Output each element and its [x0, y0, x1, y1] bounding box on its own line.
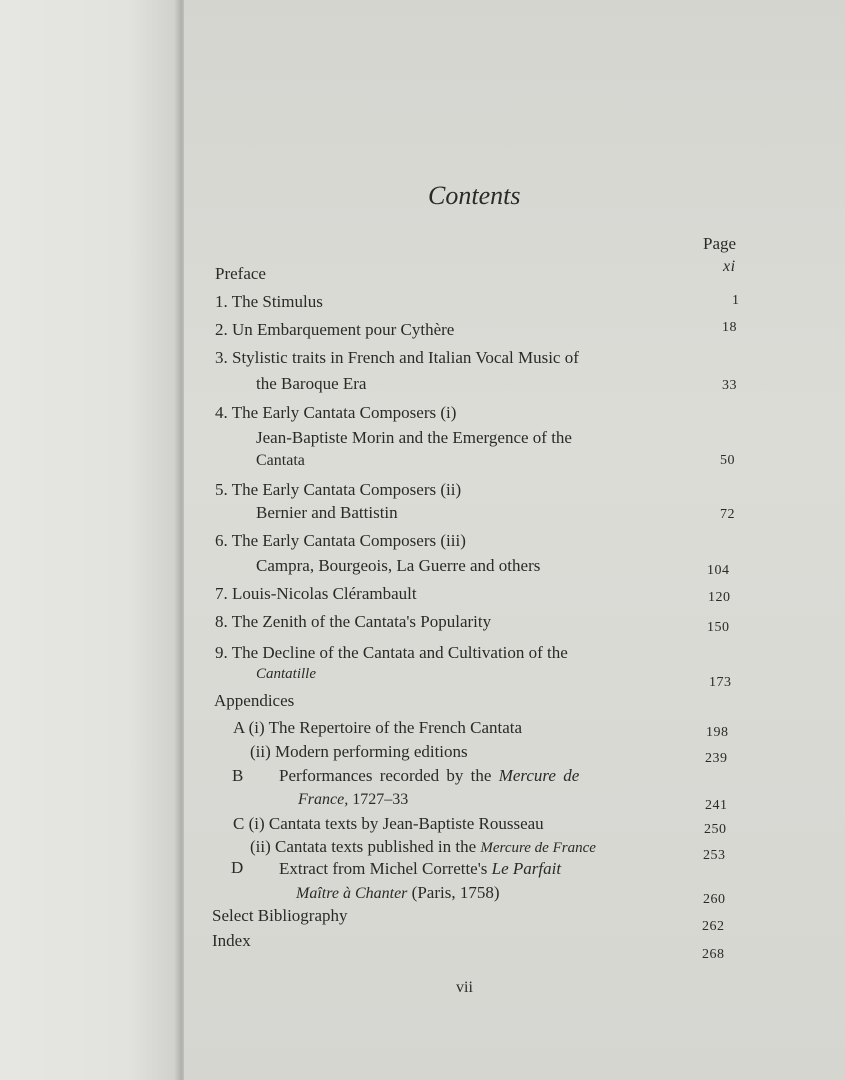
- toc-index-label: Index: [212, 931, 251, 950]
- toc-ch9-label-cont: Cantatille: [256, 666, 316, 682]
- toc-appendix-d-letter: D: [231, 858, 244, 877]
- toc-ch2-num: 2.: [215, 320, 228, 339]
- toc-ch4-page: 50: [720, 453, 735, 468]
- toc-appendix-c2-journal: Mercure de France: [480, 840, 596, 856]
- toc-appendix-a1: A (i) The Repertoire of the French Cantata: [233, 718, 523, 737]
- toc-ch7-page: 120: [708, 590, 731, 605]
- toc-appendix-d-line2: [296, 883, 499, 904]
- toc-appendix-c1-page: 250: [704, 822, 727, 837]
- toc-appendix-b-journal-cont: France,: [298, 791, 349, 808]
- toc-bibliography-page: 262: [702, 919, 725, 934]
- toc-ch1: [215, 292, 323, 312]
- toc-ch6-page: 104: [707, 563, 730, 578]
- page-title: Contents: [428, 181, 521, 210]
- toc-ch1-num: 1.: [215, 292, 228, 311]
- toc-appendix-b-page: 241: [705, 798, 728, 813]
- toc-ch5-subtitle: Bernier and Battistin: [256, 503, 398, 522]
- toc-ch2-page: 18: [722, 320, 737, 335]
- toc-ch3-num: 3.: [215, 348, 228, 367]
- toc-appendix-b: [279, 766, 579, 786]
- toc-appendix-d-page: 260: [703, 892, 726, 907]
- toc-ch3: [215, 348, 579, 368]
- toc-ch1-page: 1: [732, 293, 740, 308]
- toc-ch5-page: 72: [720, 507, 735, 522]
- toc-ch4-label: The Early Cantata Composers (i): [231, 403, 457, 422]
- toc-ch4-subtitle-cont: Cantata: [256, 452, 305, 469]
- toc-ch3-label-cont: the Baroque Era: [256, 374, 367, 393]
- toc-appendix-a2-page: 239: [705, 751, 728, 766]
- toc-ch3-page: 33: [722, 378, 737, 393]
- toc-appendix-b-years: 1727–33: [352, 791, 409, 808]
- toc-ch6-label: The Early Cantata Composers (iii): [231, 531, 466, 550]
- toc-ch7-num: 7.: [215, 584, 228, 603]
- toc-appendix-c1: C (i) Cantata texts by Jean-Baptiste Rousseau: [233, 814, 544, 833]
- toc-ch2: [215, 320, 454, 340]
- toc-appendix-b-label: Performances recorded by the: [279, 766, 492, 785]
- toc-appendix-d-publication: (Paris, 1758): [411, 883, 500, 902]
- toc-index-page: 268: [702, 947, 725, 962]
- toc-ch6-subtitle: Campra, Bourgeois, La Guerre and others: [256, 556, 541, 575]
- toc-appendix-d-title-cont: Maître à Chanter: [296, 885, 408, 902]
- toc-ch9-label: The Decline of the Cantata and Cultivation of the: [231, 643, 568, 662]
- toc-appendix-c2: [250, 837, 596, 858]
- toc-ch5-num: 5.: [215, 480, 228, 499]
- toc-ch8-num: 8.: [215, 612, 228, 631]
- toc-appendix-b-journal: Mercure de: [498, 766, 580, 785]
- left-page-blank: [0, 0, 182, 1080]
- page-column-header: Page: [703, 234, 737, 253]
- toc-appendix-d-title: Le Parfait: [491, 859, 562, 878]
- toc-ch6-num: 6.: [215, 531, 228, 550]
- toc-ch7-label: Louis-Nicolas Clérambault: [232, 584, 417, 603]
- toc-ch2-label: Un Embarquement pour Cythère: [232, 320, 455, 339]
- toc-ch9-num: 9.: [215, 643, 228, 662]
- toc-appendix-b-line2: [298, 790, 408, 810]
- toc-appendices-heading: Appendices: [214, 691, 295, 710]
- toc-appendix-c2-label: (ii) Cantata texts published in the: [250, 837, 477, 856]
- toc-ch6: [215, 531, 466, 551]
- toc-preface-label: Preface: [215, 264, 266, 283]
- toc-ch4-num: 4.: [215, 403, 228, 422]
- toc-ch5-label: The Early Cantata Composers (ii): [231, 480, 462, 499]
- toc-appendix-a1-page: 198: [706, 725, 729, 740]
- toc-ch8: [215, 612, 491, 632]
- toc-ch9: [215, 643, 568, 663]
- toc-appendix-d-label: Extract from Michel Corrette's: [279, 859, 488, 878]
- toc-ch1-label: The Stimulus: [231, 292, 323, 311]
- toc-ch4: [215, 403, 456, 423]
- toc-ch3-label: Stylistic traits in French and Italian Vocal Music of: [232, 348, 579, 367]
- toc-appendix-d: [279, 859, 561, 879]
- toc-ch7: [215, 584, 417, 604]
- toc-ch8-label: The Zenith of the Cantata's Popularity: [231, 612, 492, 631]
- toc-appendix-a2: (ii) Modern performing editions: [250, 742, 468, 761]
- toc-ch5: [215, 480, 461, 500]
- page-folio: vii: [456, 979, 473, 996]
- toc-ch8-page: 150: [707, 620, 730, 635]
- toc-ch4-subtitle: Jean-Baptiste Morin and the Emergence of the: [256, 428, 572, 447]
- toc-appendix-c2-page: 253: [703, 848, 726, 863]
- toc-preface-page: xi: [723, 258, 736, 275]
- toc-bibliography-label: Select Bibliography: [212, 906, 348, 925]
- toc-appendix-b-letter: B: [232, 766, 244, 785]
- toc-ch9-page: 173: [709, 675, 732, 690]
